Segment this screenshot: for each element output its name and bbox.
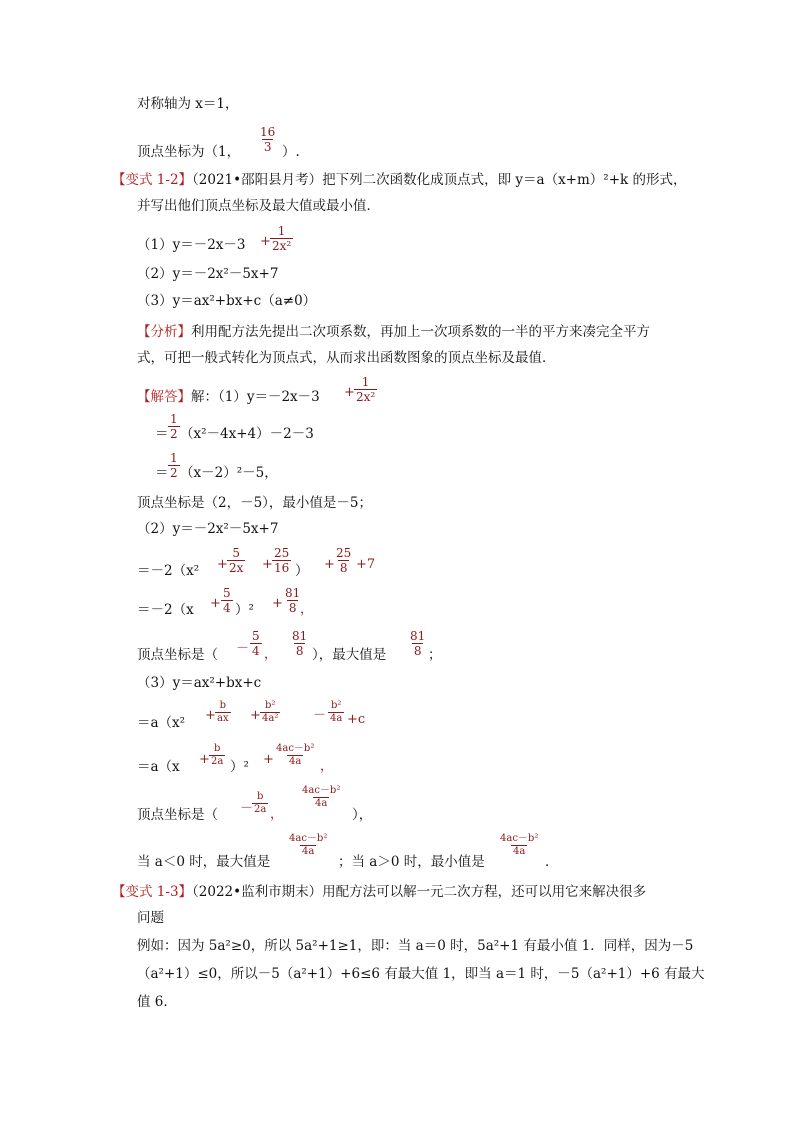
- s2b-plus1: +: [217, 557, 228, 572]
- axis-of-symmetry-line: 对称轴为 x＝1，: [137, 96, 239, 112]
- fraction-vertex-81-8: 81 8: [292, 629, 308, 658]
- fraction-5-2x: 5 2x: [229, 546, 244, 575]
- s3b-plus1: +: [205, 708, 216, 723]
- step-3d-end: ），: [352, 807, 373, 823]
- step-2d: 顶点坐标是（: [137, 647, 218, 663]
- s2b-close: ）: [295, 563, 309, 579]
- fraction-25-16: 25 16: [274, 546, 290, 575]
- step-1c: 顶点坐标是（2，－5），最小值是－5；: [137, 495, 373, 511]
- fraction-vertex-y: 4ac－b² 4a: [302, 785, 341, 809]
- s2c-plus2: +: [272, 596, 283, 611]
- s1-fraction: 1 2x²: [356, 375, 376, 404]
- step-3e-mid: ；当 a＞0 时，最小值是: [338, 854, 485, 870]
- s3d-minus: －: [240, 801, 254, 816]
- step-3c: ＝a（x: [137, 759, 180, 775]
- variant-tag-2: 【变式 1-3】: [112, 884, 193, 900]
- half-fraction-2: 1 2: [170, 451, 178, 480]
- step-3a: （3）y＝ax²+bx+c: [137, 675, 262, 691]
- step-1b: （x－2）²－5，: [180, 465, 278, 481]
- question-2: （2）y＝－2x²－5x+7: [137, 266, 279, 282]
- s2c-comma: ，: [300, 602, 314, 617]
- s2d-minus: －: [236, 641, 250, 656]
- fraction-b-2a: b 2a: [211, 743, 224, 767]
- fraction-vertex-x: b 2a: [254, 791, 267, 815]
- s2d-comma: ，: [264, 647, 278, 662]
- example-line-1: 例如：因为 5a²≥0，所以 5a²+1≥1，即：当 a＝0 时，5a²+1 有最小值 1．同样，因为－5: [137, 938, 694, 954]
- s3b-plus-c: +c: [347, 712, 366, 727]
- solution-line-1: [137, 388, 320, 406]
- step-2c: ＝－2（x: [137, 602, 194, 618]
- fraction-5-4: 5 4: [223, 586, 231, 615]
- step-1a: （x²－4x+4）－2－3: [180, 426, 314, 442]
- fraction-max-81-8: 81 8: [410, 629, 426, 658]
- step-2a: （2）y＝－2x²－5x+7: [137, 521, 279, 537]
- analysis-tag: 【分析】: [137, 324, 191, 340]
- step-1a-eq: ＝: [155, 426, 169, 442]
- fraction-max: 4ac－b² 4a: [289, 833, 328, 857]
- fraction-b-ax: b ax: [217, 700, 229, 724]
- fraction-b2-4a: b² 4a: [330, 700, 343, 724]
- variant-tag: 【变式 1-2】: [112, 172, 193, 188]
- example-line-2: （a²+1）≤0，所以－5（a²+1）+6≤6 有最大值 1，即当 a＝1 时，－5（a²+1）+6 有最大: [137, 966, 705, 982]
- fraction-min: 4ac－b² 4a: [500, 833, 539, 857]
- step-3d: 顶点坐标是（: [137, 807, 218, 823]
- variant-text-2: （2022•监利市期末）用配方法可以解一元二次方程，还可以用它来解决很多: [192, 884, 647, 900]
- step-3e: 当 a＜0 时，最大值是: [137, 854, 271, 870]
- solution-tag: 【解答】: [137, 389, 191, 405]
- s3c-plus1: +: [199, 752, 210, 767]
- s2c-close: ）²: [235, 602, 254, 618]
- s3c-comma: ，: [320, 759, 334, 774]
- variant-1-3-heading: [112, 883, 646, 901]
- s3c-plus2: +: [263, 752, 274, 767]
- fraction-81-8: 81 8: [285, 586, 301, 615]
- solution-text: 解：（1）y＝－2x－3: [191, 389, 320, 405]
- s3c-close: ）²: [230, 759, 249, 775]
- variant-1-2-heading: [112, 171, 687, 189]
- s3b-plus2: +: [250, 708, 261, 723]
- question-3: （3）y＝ax²+bx+c（a≠0）: [137, 293, 317, 309]
- step-2d-mid: ），最大值是: [312, 647, 387, 663]
- half-fraction-1: 1 2: [170, 412, 178, 441]
- fraction-k: 4ac－b² 4a: [276, 743, 315, 767]
- variant-1-2-line2: 并写出他们顶点坐标及最大值或最小值．: [137, 198, 380, 214]
- vertex-line-1-end: ）.: [282, 144, 300, 160]
- vertex-line-1: 顶点坐标为（1，: [137, 144, 241, 160]
- s3d-comma: ，: [270, 807, 284, 822]
- analysis-line-2: 式，可把一般式转化为顶点式，从而求出函数图象的顶点坐标及最值．: [137, 350, 556, 366]
- step-3e-end: ．: [545, 854, 559, 870]
- q1-plus: +: [260, 234, 271, 249]
- q1-fraction: 1 2x²: [272, 224, 292, 253]
- step-2b: ＝－2（x²: [137, 563, 200, 579]
- fraction-b2-4a2: b² 4a²: [262, 700, 279, 724]
- s2c-plus1: +: [210, 596, 221, 611]
- step-2d-end: ；: [428, 647, 442, 663]
- variant-text: （2021•邵阳县月考）把下列二次函数化成顶点式，即 y＝a（x+m）²+k 的形式，: [192, 172, 687, 188]
- analysis-text: 利用配方法先提出二次项系数，再加上一次项系数的一半的平方来凑完全平方: [191, 324, 650, 340]
- s2b-plus2: +: [262, 557, 273, 572]
- analysis-line-1: [137, 323, 650, 341]
- fraction-neg-5-4: 5 4: [252, 629, 260, 658]
- s2b-plus7: +7: [356, 557, 376, 572]
- example-line-3: 值 6．: [137, 994, 177, 1010]
- s1-plus: +: [344, 385, 355, 400]
- variant-1-3-line2: 问题: [137, 910, 164, 926]
- s3b-minus: －: [313, 708, 327, 723]
- s2b-plus3: +: [324, 557, 335, 572]
- step-1b-eq: ＝: [155, 465, 169, 481]
- step-3b: ＝a（x²: [137, 715, 186, 731]
- fraction-25-8: 25 8: [336, 546, 352, 575]
- question-1: （1）y＝－2x－3: [137, 237, 246, 253]
- fraction-16-3: 16 3: [260, 125, 276, 154]
